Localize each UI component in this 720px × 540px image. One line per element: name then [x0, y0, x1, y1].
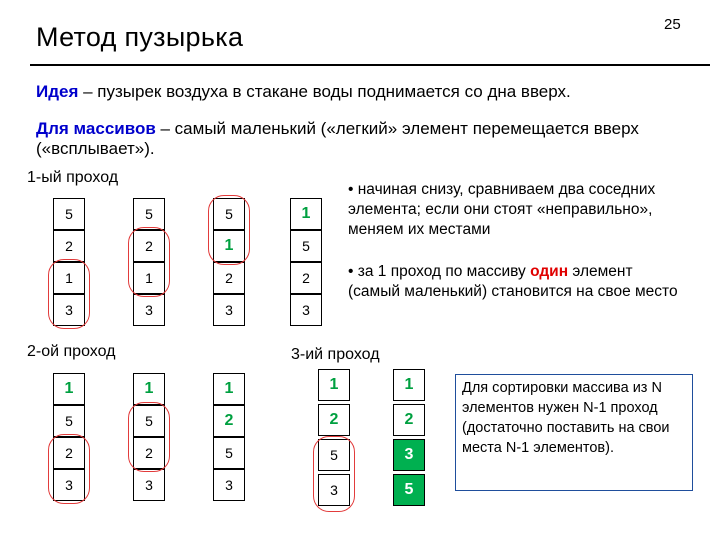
pass2-cell: 5 [53, 405, 85, 437]
pass3-cell: 3 [393, 439, 425, 471]
pass1-cell: 3 [53, 294, 85, 326]
bullet-one-pass-pre: за 1 проход по массиву [357, 263, 531, 280]
bullet-dot-icon: • [348, 181, 358, 198]
pass1-cell: 1 [133, 262, 165, 294]
pass1-cell: 3 [133, 294, 165, 326]
pass2-cell: 2 [213, 405, 245, 437]
pass1-label: 1-ый проход [27, 169, 119, 186]
arrays-line [36, 119, 656, 159]
pass1-cell: 3 [290, 294, 322, 326]
pass2-cell: 1 [213, 373, 245, 405]
page-number: 25 [664, 16, 681, 33]
pass2-cell: 5 [133, 405, 165, 437]
pass1-cell: 5 [213, 198, 245, 230]
comparison-oval [208, 195, 250, 265]
pass1-cell: 2 [133, 230, 165, 262]
pass3-cell: 2 [393, 404, 425, 436]
bullet-compare-text: начиная снизу, сравниваем два соседних элемента; если они стоят «неправильно», меняем их местами [348, 181, 656, 238]
pass1-cell: 1 [213, 230, 245, 262]
pass1-cell: 5 [133, 198, 165, 230]
pass1-cell: 2 [290, 262, 322, 294]
bullet-one-pass-post: элемент (самый маленький) становится на свое место [348, 263, 678, 300]
pass1-cell: 2 [213, 262, 245, 294]
pass2-cell: 2 [53, 437, 85, 469]
pass3-cell: 1 [393, 369, 425, 401]
pass2-cell: 2 [133, 437, 165, 469]
comparison-oval [48, 259, 90, 329]
pass1-cell: 2 [53, 230, 85, 262]
bullet-one-pass-highlight: один [530, 263, 569, 280]
comparison-oval [48, 434, 90, 504]
pass1-cell: 5 [290, 230, 322, 262]
arrays-text: – самый маленький («легкий» элемент перемещается вверх («всплывает»). [36, 119, 639, 158]
bullet-dot-icon: • [348, 263, 358, 280]
page-title: Метод пузырька [36, 22, 244, 52]
summary-note: Для сортировки массива из N элементов нужен N-1 проход (достаточно поставить на свои места N-1 элементов). [455, 374, 693, 491]
title-divider [30, 64, 710, 66]
pass2-cell: 3 [213, 469, 245, 501]
pass1-cell: 1 [53, 262, 85, 294]
pass3-cell: 5 [393, 474, 425, 506]
idea-line [36, 82, 571, 102]
pass1-cell: 1 [290, 198, 322, 230]
pass2-cell: 1 [133, 373, 165, 405]
pass2-cell: 5 [213, 437, 245, 469]
pass3-label: 3-ий проход [291, 346, 380, 363]
pass2-cell: 3 [53, 469, 85, 501]
pass3-cell: 5 [318, 439, 350, 471]
pass2-cell: 3 [133, 469, 165, 501]
pass1-cell: 5 [53, 198, 85, 230]
comparison-oval [313, 436, 355, 512]
bullet-one-pass [348, 262, 678, 302]
comparison-oval [128, 402, 170, 472]
arrays-label: Для массивов [36, 119, 156, 138]
bullet-compare [348, 180, 708, 240]
pass3-cell: 3 [318, 474, 350, 506]
pass3-cell: 2 [318, 404, 350, 436]
comparison-oval [128, 227, 170, 297]
pass2-label: 2-ой проход [27, 343, 116, 360]
pass3-cell: 1 [318, 369, 350, 401]
idea-label: Идея [36, 82, 79, 101]
idea-text: – пузырек воздуха в стакане воды поднимается со дна вверх. [78, 82, 571, 101]
pass1-cell: 3 [213, 294, 245, 326]
pass2-cell: 1 [53, 373, 85, 405]
